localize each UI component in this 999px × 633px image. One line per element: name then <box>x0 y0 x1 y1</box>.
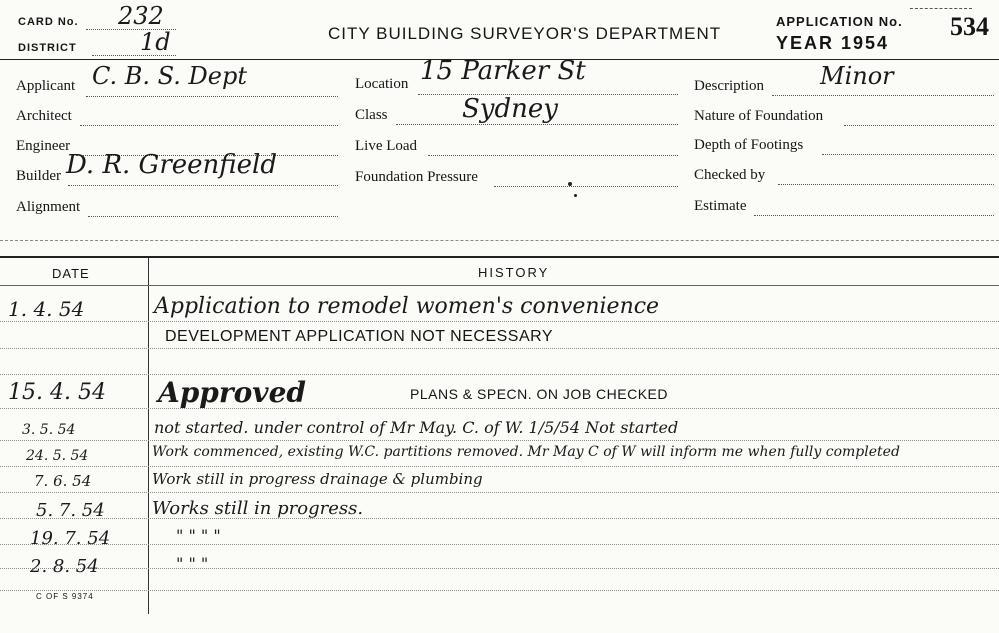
history-row-date: 7. 6. 54 <box>34 472 92 490</box>
row-line <box>0 348 999 349</box>
history-row-date: 2. 8. 54 <box>30 556 99 577</box>
history-row-date: 3. 5. 54 <box>22 422 76 438</box>
date-header: DATE <box>52 266 90 281</box>
development-application-stamp: DEVELOPMENT APPLICATION NOT NECESSARY <box>165 328 554 345</box>
estimate-label: Estimate <box>694 198 747 214</box>
class-line <box>396 124 678 125</box>
estimate-line <box>754 215 994 216</box>
ink-blot <box>574 194 577 197</box>
plans-checked-stamp: PLANS & SPECN. ON JOB CHECKED <box>410 386 669 402</box>
history-row-date: 24. 5. 54 <box>26 448 89 464</box>
applicant-label: Applicant <box>16 78 76 94</box>
foundation-pressure-label: Foundation Pressure <box>355 169 478 185</box>
class-value: Sydney <box>462 94 558 124</box>
row-line <box>0 492 999 493</box>
history-row-entry: Work commenced, existing W.C. partitions removed. Mr May C of W will inform me when fully completed <box>152 444 900 460</box>
live-load-label: Live Load <box>355 138 418 154</box>
history-row-entry: Work still in progress drainage & plumbing <box>152 470 483 488</box>
district-label: DISTRICT <box>18 42 77 54</box>
history-row-entry: " " " " <box>176 526 221 545</box>
row-line <box>0 408 999 409</box>
history-row-entry: not started. under control of Mr May. C. of W. 1/5/54 Not started <box>154 418 679 437</box>
description-value: Minor <box>820 62 894 90</box>
district-value: 1d <box>140 28 171 56</box>
history-row-entry: Application to remodel women's convenience <box>154 294 660 319</box>
application-no-value: 534 <box>950 12 989 41</box>
description-label: Description <box>694 78 764 94</box>
date-column-divider <box>148 258 149 614</box>
history-row-date: 1. 4. 54 <box>8 297 85 321</box>
class-label: Class <box>355 107 388 123</box>
nature-of-foundation-label: Nature of Foundation <box>694 108 824 124</box>
row-line <box>0 374 999 375</box>
row-line <box>0 466 999 467</box>
checked-by-line <box>778 184 994 185</box>
location-value: 15 Parker St <box>420 56 586 86</box>
alignment-line <box>88 216 338 217</box>
architect-line <box>80 125 338 126</box>
architect-label: Architect <box>16 108 72 124</box>
engineer-label: Engineer <box>16 138 71 154</box>
card-no-value: 232 <box>118 2 164 30</box>
application-no-dash <box>910 8 972 9</box>
row-line <box>0 590 999 591</box>
fields-dashed-divider <box>0 240 999 241</box>
live-load-line <box>428 155 678 156</box>
history-row-date: 15. 4. 54 <box>8 380 106 405</box>
row-line <box>0 568 999 569</box>
alignment-label: Alignment <box>16 199 81 215</box>
description-line <box>772 95 994 96</box>
history-header: HISTORY <box>478 265 550 280</box>
row-line <box>0 518 999 519</box>
applicant-line <box>86 96 338 97</box>
builder-label: Builder <box>16 168 61 184</box>
row-line <box>0 440 999 441</box>
year-label: YEAR 1954 <box>776 33 890 53</box>
applicant-value: C. B. S. Dept <box>92 62 247 90</box>
ink-blot <box>568 182 572 186</box>
card-no-label: CARD No. <box>18 16 79 28</box>
application-no-label: APPLICATION No. <box>776 14 903 29</box>
builder-line <box>68 185 338 186</box>
history-top-divider <box>0 256 999 258</box>
foundation-pressure-line <box>494 186 678 187</box>
print-code: C OF S 9374 <box>36 592 94 601</box>
depth-of-footings-line <box>822 154 994 155</box>
history-row-entry: Works still in progress. <box>152 498 364 519</box>
history-row-date: 19. 7. 54 <box>30 528 111 549</box>
row-line <box>0 321 999 322</box>
department-title: CITY BUILDING SURVEYOR'S DEPARTMENT <box>328 24 722 43</box>
row-line <box>0 544 999 545</box>
builder-value: D. R. Greenfield <box>66 150 277 180</box>
checked-by-label: Checked by <box>694 167 766 183</box>
history-row-entry: " " " <box>176 554 209 573</box>
history-row-date: 5. 7. 54 <box>36 500 105 521</box>
location-label: Location <box>355 76 409 92</box>
history-row-entry: Approved <box>158 376 306 409</box>
depth-of-footings-label: Depth of Footings <box>694 137 804 153</box>
nature-of-foundation-line <box>844 125 994 126</box>
history-header-line <box>0 285 999 286</box>
